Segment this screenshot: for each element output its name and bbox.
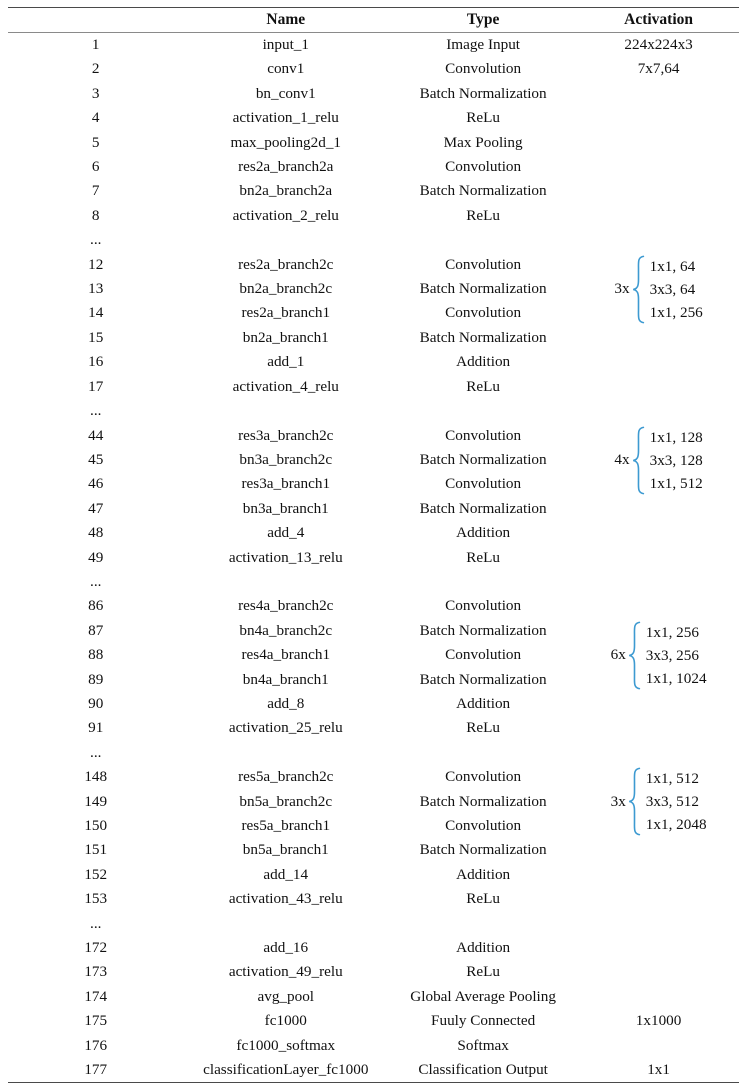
cell-activation (578, 570, 739, 594)
table-row (8, 594, 739, 618)
table-row (8, 57, 739, 81)
cell-type: Addition (456, 353, 511, 371)
cell-activation-repeat-group (578, 253, 739, 326)
cell-name: bn4a_branch1 (242, 670, 329, 688)
cell-name: bn_conv1 (255, 84, 316, 102)
table-row (8, 1009, 739, 1033)
cell-name: add_1 (267, 353, 305, 371)
table-header-row (8, 8, 739, 33)
cell-index: 4 (91, 109, 100, 127)
table-row (8, 619, 739, 643)
cell-type (388, 399, 578, 423)
cell-name: bn3a_branch1 (242, 499, 329, 517)
cell-type: ReLu (466, 963, 500, 981)
cell-type (388, 912, 578, 936)
cell-activation (578, 594, 739, 618)
repeat-kernel-values (650, 255, 703, 324)
cell-name: input_1 (262, 36, 309, 53)
kernel-value: 1x1, 256 (649, 303, 703, 321)
kernel-value: 3x3, 512 (645, 793, 699, 811)
cell-type: Addition (456, 694, 511, 712)
table-row (8, 33, 739, 58)
table-row (8, 106, 739, 130)
cell-index: 13 (88, 280, 104, 298)
cell-name (183, 741, 388, 765)
cell-name: res2a_branch2c (238, 255, 334, 273)
cell-type: Fuuly Connected (431, 1012, 536, 1030)
repeat-group (578, 621, 739, 690)
cell-index: 47 (88, 499, 104, 517)
repeat-kernel-values (646, 767, 707, 836)
cell-name: res5a_branch1 (241, 817, 331, 834)
cell-name: activation_43_relu (228, 890, 343, 908)
cell-activation (578, 546, 739, 570)
cell-activation (578, 912, 739, 936)
cell-type: Convolution (445, 646, 522, 664)
cell-index: 173 (84, 963, 108, 981)
table-row (8, 716, 739, 740)
cell-type: ReLu (466, 719, 500, 737)
cell-type: Batch Normalization (419, 499, 547, 517)
cell-type: Addition (456, 865, 511, 883)
cell-activation (578, 375, 739, 399)
cell-name: res5a_branch2c (238, 768, 334, 786)
cell-type: Addition (456, 524, 511, 542)
cell-index: ... (90, 231, 102, 249)
table-row (8, 1034, 739, 1058)
cell-name: add_4 (267, 524, 305, 542)
cell-activation: 7x7,64 (637, 60, 680, 78)
cell-type: Batch Normalization (419, 450, 547, 468)
cell-type: Global Average Pooling (410, 987, 556, 1005)
cell-name: activation_2_relu (232, 206, 339, 224)
curly-brace-icon (628, 767, 641, 836)
cell-index: 87 (88, 621, 104, 639)
repeat-multiplier-label: 3x (614, 280, 630, 298)
cell-activation (578, 521, 739, 545)
table-row (8, 155, 739, 179)
table-row (8, 887, 739, 911)
header-type: Type (388, 8, 578, 33)
kernel-value: 3x3, 128 (649, 451, 703, 469)
cell-index: 48 (88, 524, 104, 542)
cell-name: res4a_branch2c (238, 597, 334, 615)
cell-type: Convolution (445, 158, 522, 176)
cell-activation (578, 350, 739, 374)
cell-type: Batch Normalization (419, 621, 547, 639)
cell-activation (578, 82, 739, 106)
table-row (8, 985, 739, 1009)
cell-type: Batch Normalization (419, 841, 547, 859)
cell-activation (578, 887, 739, 911)
cell-name: conv1 (267, 60, 305, 78)
cell-index: 175 (84, 1012, 108, 1030)
kernel-value: 3x3, 64 (649, 280, 696, 298)
table-row (8, 863, 739, 887)
cell-index: ... (90, 914, 102, 932)
cell-index: 88 (88, 646, 104, 664)
kernel-value: 1x1, 512 (645, 770, 699, 788)
table-body (8, 33, 739, 1083)
cell-activation (578, 741, 739, 765)
cell-index: 44 (88, 426, 104, 444)
table-row (8, 765, 739, 789)
cell-index: 149 (84, 792, 108, 810)
repeat-group (578, 767, 739, 836)
cell-type: ReLu (466, 206, 500, 224)
cell-activation (578, 228, 739, 252)
cell-index: 2 (91, 60, 100, 78)
cell-index: 1 (91, 36, 100, 53)
cell-index: ... (90, 402, 102, 420)
cell-index: 176 (84, 1036, 108, 1054)
cell-activation: 224x224x3 (624, 36, 693, 53)
cell-name: add_16 (263, 939, 309, 957)
cell-index: 17 (88, 377, 104, 395)
cell-type: Convolution (445, 60, 522, 78)
repeat-group (578, 426, 739, 495)
cell-type: Convolution (445, 768, 522, 786)
cell-type: Image Input (446, 36, 521, 53)
cell-activation (578, 960, 739, 984)
cell-name: add_8 (267, 694, 305, 712)
cell-name: activation_1_relu (232, 109, 339, 127)
cell-name: bn2a_branch1 (242, 328, 329, 346)
cell-name (183, 228, 388, 252)
cell-type: Batch Normalization (419, 670, 547, 688)
table-row (8, 424, 739, 448)
cell-index: 3 (91, 84, 100, 102)
curly-brace-icon (628, 621, 641, 690)
table-row (8, 497, 739, 521)
ellipsis-row (8, 912, 739, 936)
cell-activation (578, 863, 739, 887)
table-row (8, 521, 739, 545)
cell-index: 174 (84, 987, 108, 1005)
cell-activation (578, 399, 739, 423)
ellipsis-row (8, 228, 739, 252)
cell-type: Batch Normalization (419, 182, 547, 200)
cell-index: 6 (91, 158, 100, 176)
header-name: Name (183, 8, 388, 33)
cell-type: Addition (456, 939, 511, 957)
cell-name: fc1000 (264, 1012, 307, 1030)
repeat-multiplier-label: 3x (610, 792, 626, 810)
kernel-value: 1x1, 512 (649, 474, 703, 492)
repeat-group (578, 255, 739, 324)
cell-activation (578, 936, 739, 960)
cell-name: activation_13_relu (228, 548, 343, 566)
cell-index: 5 (91, 133, 100, 151)
cell-index: 172 (84, 939, 108, 957)
cell-type: Convolution (445, 475, 522, 493)
cell-type: Batch Normalization (419, 792, 547, 810)
cell-type: Convolution (445, 597, 522, 615)
table-row (8, 179, 739, 203)
cell-name: activation_25_relu (228, 719, 343, 737)
cell-index: ... (90, 743, 102, 761)
cell-index: 12 (88, 255, 104, 273)
cell-name (183, 912, 388, 936)
table-row (8, 326, 739, 350)
cell-name: classificationLayer_fc1000 (203, 1061, 369, 1079)
cell-name: res3a_branch2c (238, 426, 334, 444)
cell-type (388, 741, 578, 765)
cell-type: Max Pooling (443, 133, 523, 151)
cell-index: 15 (88, 328, 104, 346)
cell-activation (578, 155, 739, 179)
header-activation: Activation (578, 8, 739, 33)
header-index (8, 8, 183, 33)
cell-index: 153 (84, 890, 108, 908)
cell-index: 86 (88, 597, 104, 615)
cell-activation (578, 1034, 739, 1058)
repeat-multiplier-label: 4x (614, 451, 630, 469)
curly-brace-icon (632, 426, 645, 495)
cell-index: 45 (88, 450, 104, 468)
repeat-multiplier-label: 6x (610, 646, 626, 664)
cell-activation-repeat-group (578, 619, 739, 692)
cell-activation: 1x1000 (635, 1012, 682, 1030)
repeat-kernel-values (646, 621, 707, 690)
cell-name: add_14 (263, 865, 309, 883)
kernel-value: 3x3, 256 (645, 646, 699, 664)
cell-index: 14 (88, 304, 104, 322)
kernel-value: 1x1, 1024 (645, 669, 707, 687)
kernel-value: 1x1, 128 (649, 428, 703, 446)
table-row (8, 131, 739, 155)
ellipsis-row (8, 570, 739, 594)
cell-name: bn5a_branch2c (239, 792, 333, 810)
table-row (8, 204, 739, 228)
cell-index: 89 (88, 670, 104, 688)
cell-activation (578, 838, 739, 862)
cell-index: 91 (88, 719, 104, 737)
kernel-value: 1x1, 64 (649, 257, 696, 275)
table-row (8, 82, 739, 106)
cell-name: activation_4_relu (232, 377, 339, 395)
cell-name: res2a_branch1 (241, 304, 331, 322)
cell-type: Convolution (445, 255, 522, 273)
table-row (8, 960, 739, 984)
cell-type (388, 228, 578, 252)
cell-name (183, 399, 388, 423)
ellipsis-row (8, 741, 739, 765)
cell-type: ReLu (466, 890, 500, 908)
cell-index: 7 (91, 182, 100, 200)
cell-name: res4a_branch1 (241, 646, 331, 664)
cell-type: ReLu (466, 548, 500, 566)
cell-type: Batch Normalization (419, 84, 547, 102)
cell-index: 8 (91, 206, 100, 224)
cell-type: Convolution (445, 817, 522, 834)
cell-index: 150 (84, 817, 108, 834)
cell-name (183, 570, 388, 594)
cell-index: 49 (88, 548, 104, 566)
table-row (8, 350, 739, 374)
table-row (8, 253, 739, 277)
table-row (8, 936, 739, 960)
cell-name: res3a_branch1 (241, 475, 331, 493)
cell-index: 151 (84, 841, 108, 859)
cell-activation (578, 179, 739, 203)
table-row (8, 1058, 739, 1083)
cell-name: res2a_branch2a (238, 158, 334, 176)
cell-name: max_pooling2d_1 (230, 133, 342, 151)
cell-activation: 1x1 (647, 1061, 670, 1079)
cell-name: bn2a_branch2a (239, 182, 333, 200)
table-row (8, 692, 739, 716)
cell-index: ... (90, 572, 102, 590)
cell-type: ReLu (466, 109, 500, 127)
cell-index: 16 (88, 353, 104, 371)
cell-type: Convolution (445, 426, 522, 444)
table-row (8, 838, 739, 862)
repeat-kernel-values (650, 426, 703, 495)
cell-type: ReLu (466, 377, 500, 395)
curly-brace-icon (632, 255, 645, 324)
cell-type: Classification Output (418, 1061, 548, 1079)
kernel-value: 1x1, 2048 (645, 816, 707, 834)
cell-name: activation_49_relu (228, 963, 343, 981)
cell-activation (578, 985, 739, 1009)
cell-name: bn2a_branch2c (239, 280, 333, 298)
cell-type: Batch Normalization (419, 280, 547, 298)
cell-name: fc1000_softmax (236, 1036, 336, 1054)
ellipsis-row (8, 399, 739, 423)
cell-index: 90 (88, 694, 104, 712)
cell-index: 152 (84, 865, 108, 883)
cell-activation (578, 716, 739, 740)
cell-name: bn3a_branch2c (239, 450, 333, 468)
cell-activation (578, 204, 739, 228)
table-row (8, 375, 739, 399)
table-row (8, 546, 739, 570)
cell-activation (578, 692, 739, 716)
cell-activation (578, 497, 739, 521)
cell-activation-repeat-group (578, 765, 739, 838)
cell-type: Batch Normalization (419, 328, 547, 346)
cell-type: Softmax (457, 1036, 509, 1054)
cell-activation-repeat-group (578, 424, 739, 497)
cell-index: 46 (88, 475, 104, 493)
kernel-value: 1x1, 256 (645, 623, 699, 641)
cell-activation (578, 131, 739, 155)
cell-name: avg_pool (257, 987, 315, 1005)
cell-activation (578, 106, 739, 130)
cell-type (388, 570, 578, 594)
network-layers-table (8, 7, 739, 1083)
cell-type: Convolution (445, 304, 522, 322)
cell-index: 148 (84, 768, 108, 786)
cell-activation (578, 326, 739, 350)
cell-name: bn5a_branch1 (242, 841, 329, 859)
cell-name: bn4a_branch2c (239, 621, 333, 639)
cell-index: 177 (84, 1061, 108, 1079)
